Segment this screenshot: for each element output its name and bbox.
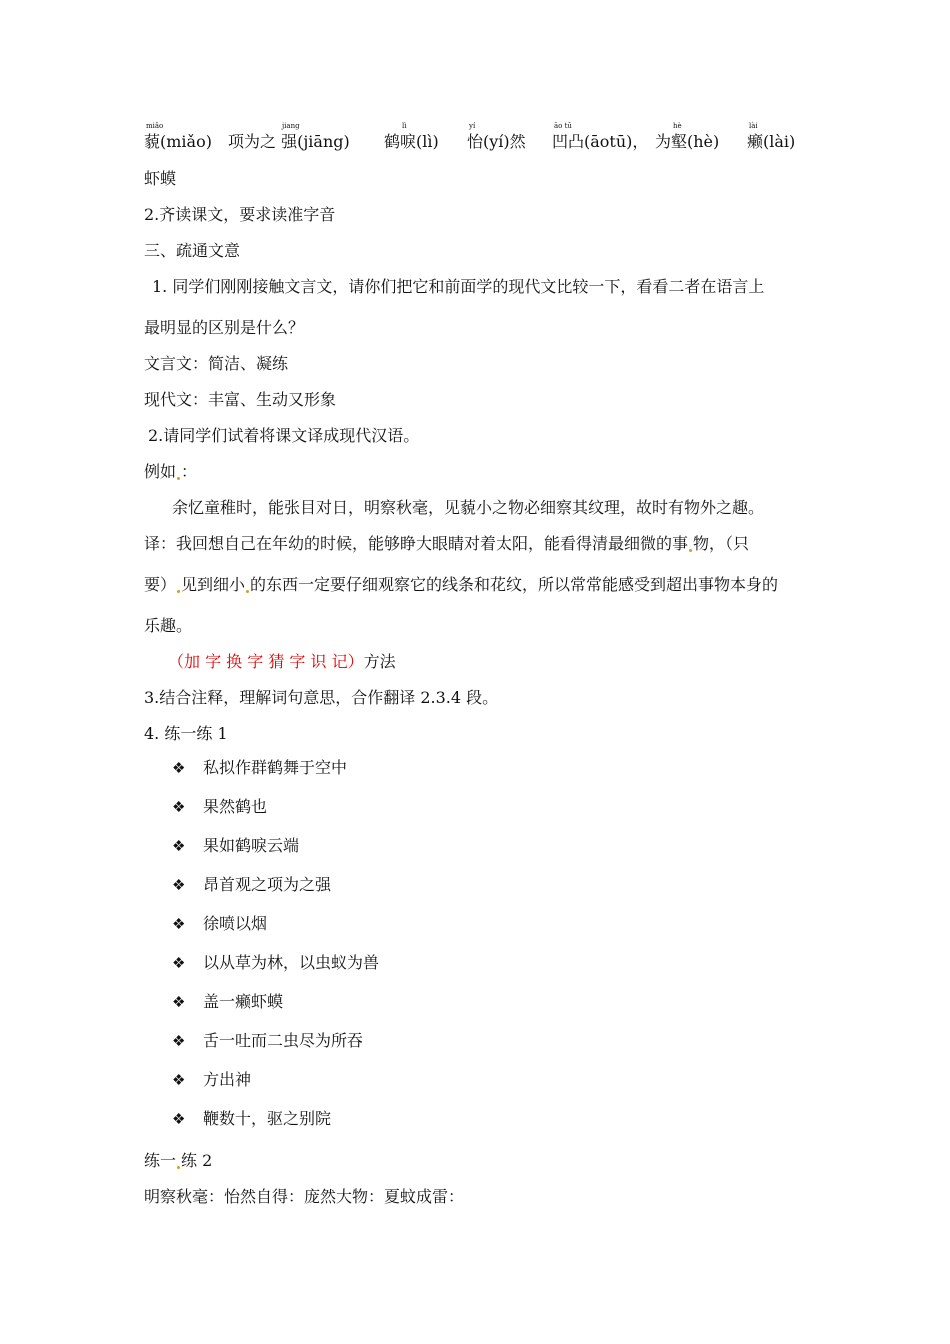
list-item [203, 758, 347, 778]
emphasis-mark [177, 590, 180, 593]
pinyin-text: miǎo [146, 122, 164, 130]
pinyin-word: 鹤唳(lì) [384, 132, 439, 151]
list-item-text: 以从草为林，以虫蚁为兽 [203, 953, 380, 972]
list-item [203, 914, 267, 934]
practice-label: 练 2 [181, 1151, 213, 1170]
list-item-text: 盖一癞虾蟆 [203, 992, 284, 1011]
list-item [203, 1031, 363, 1051]
pinyin-text: jiang [282, 122, 300, 130]
list-item [203, 953, 379, 973]
list-item [203, 875, 331, 895]
translation-text: 的东西一定要仔细观察它的线条和花纹，所以常常能感受到超出事物本身的 [250, 575, 779, 594]
example-colon: ： [181, 462, 198, 481]
translation-line [144, 534, 749, 554]
bullet-icon: ❖ [172, 798, 186, 816]
list-item [203, 1070, 251, 1090]
pinyin-text: lài [749, 122, 758, 130]
bullet-icon: ❖ [172, 837, 186, 855]
practice-label: 练一 [144, 1151, 177, 1170]
list-item-text: 方出神 [203, 1070, 252, 1089]
text-line: 虾蟆 [144, 169, 177, 188]
text-line: 现代文：丰富、生动又形象 [144, 390, 337, 409]
list-item-text: 果如鹤唳云端 [203, 836, 300, 855]
practice-heading [144, 1151, 212, 1171]
list-item-text: 徐喷以烟 [203, 914, 268, 933]
emphasis-mark [177, 477, 180, 480]
section-heading: 三、疏通文意 [144, 241, 241, 260]
idiom-line: 明察秋毫：怡然自得：庞然大物：夏蚊成雷： [144, 1187, 465, 1206]
pinyin-word: 凹凸(āotū)， [552, 132, 649, 151]
question-line: 3.结合注释，理解词句意思，合作翻译 2.3.4 段。 [144, 688, 499, 707]
emphasis-mark [177, 1166, 180, 1169]
step-heading: 2.齐读课文，要求读准字音 [144, 205, 336, 224]
list-item [203, 797, 267, 817]
bullet-icon: ❖ [172, 1071, 186, 1089]
question-line: 最明显的区别是什么？ [144, 318, 305, 337]
list-item [203, 836, 299, 856]
list-item-text: 昂首观之项为之强 [203, 875, 332, 894]
bullet-icon: ❖ [172, 993, 186, 1011]
emphasis-mark [689, 549, 692, 552]
translation-line [144, 575, 778, 595]
pinyin-text: āo tū [554, 122, 572, 130]
translation-text: 物，（只 [693, 534, 750, 553]
method-line [168, 652, 396, 672]
emphasis-mark [246, 590, 249, 593]
classical-example: 余忆童稚时，能张目对日，明察秋毫，见藐小之物必细察其纹理，故时有物外之趣。 [172, 498, 765, 517]
translation-text: 译：我回想自己在年幼的时候，能够睁大眼睛对着太阳，能看得清最细微的事 [144, 534, 689, 553]
translation-text: 见到细小 [181, 575, 246, 594]
bullet-icon: ❖ [172, 759, 186, 777]
practice-heading: 4. 练一练 1 [144, 724, 228, 743]
pinyin-text: yí [469, 122, 476, 130]
pinyin-word: 项为之 强(jiāng) [228, 132, 350, 151]
question-line: 1. 同学们刚刚接触文言文，请你们把它和前面学的现代文比较一下，看看二者在语言上 [152, 277, 765, 296]
method-label: 方法 [363, 652, 396, 671]
text-line: 文言文：简洁、凝练 [144, 354, 289, 373]
example-label-text: 例如 [144, 462, 177, 481]
pinyin-text: hè [673, 122, 682, 130]
bullet-icon: ❖ [172, 954, 186, 972]
pinyin-annotation-row [144, 120, 814, 160]
pinyin-word: 为壑(hè) [655, 132, 720, 151]
pinyin-word: 藐(miǎo) [144, 132, 212, 151]
example-label [144, 462, 197, 482]
list-item-text: 舌一吐而二虫尽为所吞 [203, 1031, 364, 1050]
bullet-icon: ❖ [172, 876, 186, 894]
bullet-icon: ❖ [172, 1032, 186, 1050]
method-highlight: （加 字 换 字 猜 字 识 记） [168, 652, 364, 671]
bullet-icon: ❖ [172, 915, 186, 933]
pinyin-text: lì [402, 122, 407, 130]
bullet-icon: ❖ [172, 1110, 186, 1128]
list-item [203, 992, 283, 1012]
question-line: 2.请同学们试着将课文译成现代汉语。 [148, 426, 420, 445]
translation-line: 乐趣。 [144, 616, 193, 635]
translation-text: 要） [144, 575, 177, 594]
list-item-text: 鞭数十，驱之别院 [203, 1109, 332, 1128]
list-item-text: 私拟作群鹤舞于空中 [203, 758, 348, 777]
pinyin-word: 怡(yí)然 [467, 132, 526, 151]
pinyin-word: 癞(lài) [747, 132, 796, 151]
list-item [203, 1109, 331, 1129]
list-item-text: 果然鹤也 [203, 797, 268, 816]
